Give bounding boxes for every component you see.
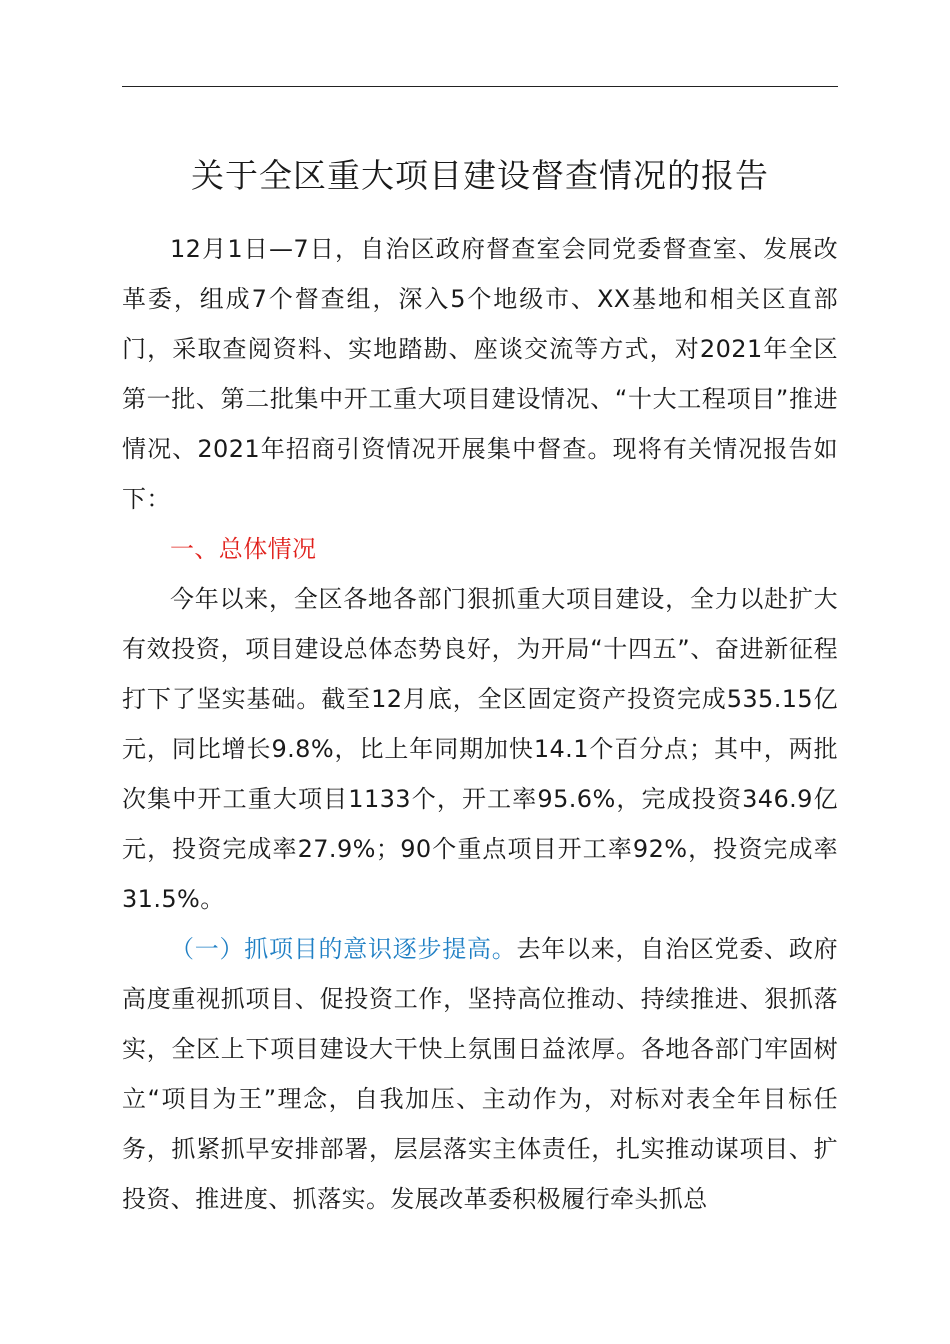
subsection-heading: （一）抓项目的意识逐步提高。 [170,935,517,963]
subsection-paragraph [122,924,838,1224]
section-heading-overall: 一、总体情况 [170,535,317,563]
subsection-text: 去年以来，自治区党委、政府高度重视抓项目、促投资工作，坚持高位推动、持续推进、狠抓落实，全区上下项目建设大干快上氛围日益浓厚。各地各部门牢固树立“项目为王”理念，自我加压、主动作为，对标对表全年目标任务，抓紧抓早安排部署，层层落实主体责任，扎实推动谋项目、扩投资、推进度、抓落实。发展改革委积极履行牵头抓总 [122,935,838,1213]
document-body [122,224,838,1224]
header-rule [122,86,838,87]
section-paragraph-overall: 今年以来，全区各地各部门狠抓重大项目建设，全力以赴扩大有效投资，项目建设总体态势良好，为开局“十四五”、奋进新征程打下了坚实基础。截至12月底，全区固定资产投资完成535.15亿元，同比增长9.8%，比上年同期加快14.1个百分点；其中，两批次集中开工重大项目1133个，开工率95.6%，完成投资346.9亿元，投资完成率27.9%；90个重点项目开工率92%，投资完成率31.5%。 [122,585,838,913]
intro-paragraph: 12月1日—7日，自治区政府督查室会同党委督查室、发展改革委，组成7个督查组，深入5个地级市、XX基地和相关区直部门，采取查阅资料、实地踏勘、座谈交流等方式，对2021年全区第一批、第二批集中开工重大项目建设情况、“十大工程项目”推进情况、2021年招商引资情况开展集中督查。现将有关情况报告如下： [122,235,838,513]
document-title: 关于全区重大项目建设督查情况的报告 [191,156,769,195]
